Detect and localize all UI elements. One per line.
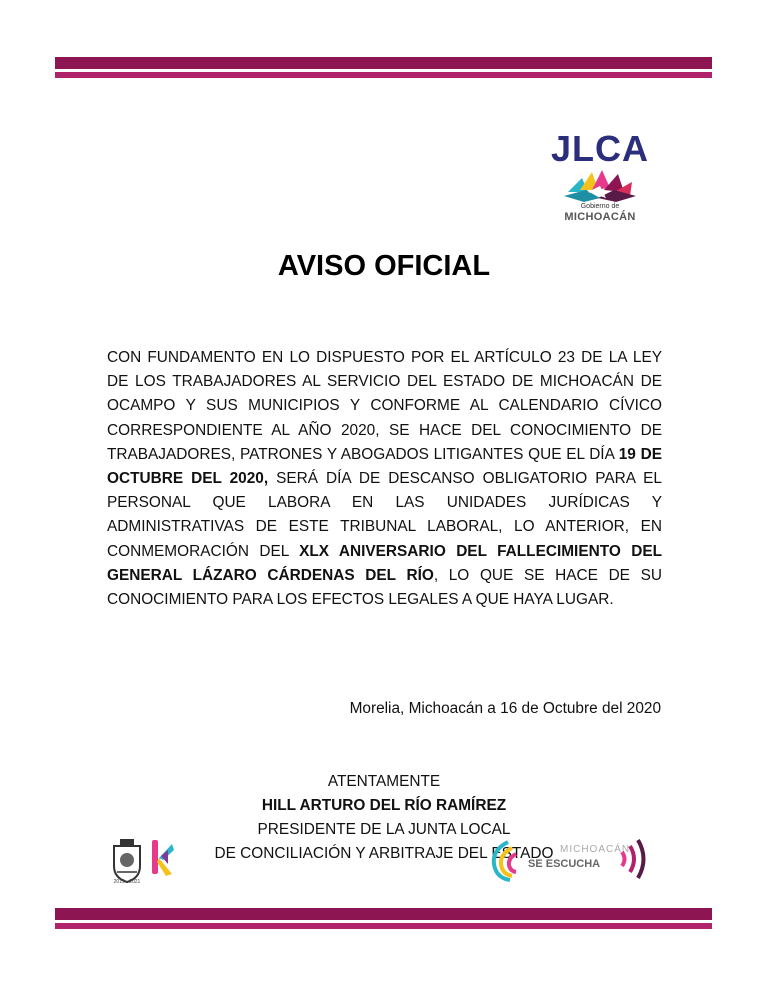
header-band-dark — [55, 57, 712, 69]
jlca-state: MICHOACÁN — [564, 211, 636, 223]
notice-text-1: CON FUNDAMENTO EN LO DISPUESTO POR EL ARTÍCULO 23 DE LA LEY DE LOS TRABAJADORES AL SERVICIO DEL ESTADO DE MICHOACÁN DE OCAMPO Y SUS MUNICIPIOS Y CONFORME AL CALENDARIO CÍVICO CORRESPONDIENTE AL AÑO 2020, SE HACE DEL CONOCIMIENTO DE TRABAJADORES, PATRONES Y ABOGADOS LITIGANTES QUE EL DÍA — [107, 349, 662, 463]
jlca-gobierno: Gobierno de — [580, 203, 620, 210]
signer-role-2: DE CONCILIACIÓN Y ARBITRAJE DEL ESTADO — [214, 845, 554, 862]
sound-wave-icon — [618, 838, 650, 880]
signer-name: HILL ARTURO DEL RÍO RAMÍREZ — [261, 797, 507, 814]
footer-band — [55, 908, 712, 929]
header-band-light — [55, 72, 712, 78]
footer-band-light — [55, 923, 712, 929]
campaign-bottom: SE ESCUCHA — [528, 858, 601, 870]
jlca-logo — [545, 130, 655, 223]
campaign-arcs-icon — [488, 836, 528, 884]
k-brand-icon — [150, 838, 176, 878]
signer-role-1: PRESIDENTE DE LA JUNTA LOCAL — [257, 821, 511, 838]
notice-body — [107, 346, 662, 612]
page-title: AVISO OFICIAL — [277, 250, 491, 282]
closing: ATENTAMENTE — [327, 773, 441, 790]
campaign-top: MICHOACÁN — [560, 844, 631, 855]
seal-years: 2015 - 2021 — [113, 879, 141, 885]
notice-anniversary: XLX ANIVERSARIO DEL FALLECIMIENTO DEL GENERAL LÁZARO CÁRDENAS DEL RÍO — [107, 542, 662, 584]
campaign-logo — [488, 836, 653, 884]
notice-text-2: SERÁ DÍA DE DESCANSO OBLIGATORIO PARA EL PERSONAL QUE LABORA EN LAS UNIDADES JURÍDICAS Y ADMINISTRATIVAS DE ESTE TRIBUNAL LABORAL, LO ANTERIOR, EN CONMEMORACIÓN DEL — [107, 470, 662, 560]
notice-text-3: , LO QUE SE HACE DE SU CONOCIMIENTO PARA LOS EFECTOS LEGALES A QUE HAYA LUGAR. — [107, 566, 662, 609]
header-band — [55, 57, 712, 78]
footer-band-dark — [55, 908, 712, 920]
place-date: Morelia, Michoacán a 16 de Octubre del 2020 — [349, 700, 661, 717]
jlca-crown-icon — [562, 168, 638, 202]
jlca-acronym: JLCA — [550, 128, 649, 169]
notice-date: 19 DE OCTUBRE DEL 2020, — [107, 445, 662, 488]
